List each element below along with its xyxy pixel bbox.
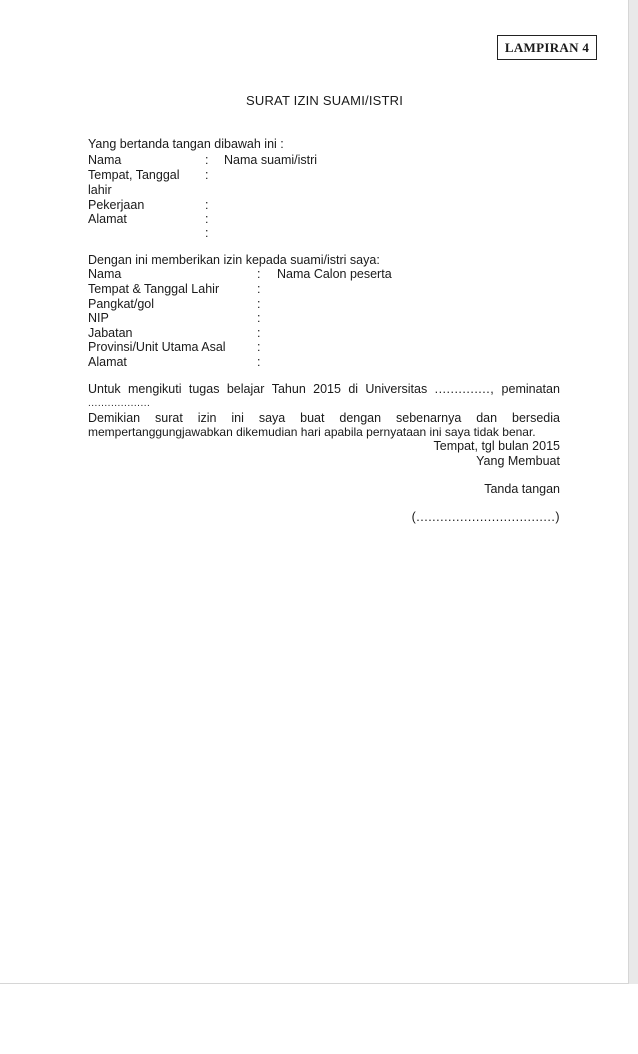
- paragraph-word: izin: [197, 411, 217, 425]
- attachment-label-box: LAMPIRAN 4: [497, 35, 597, 60]
- signature-line: (...................................): [411, 510, 560, 524]
- field-label-pekerjaan: Pekerjaan: [88, 198, 145, 212]
- paragraph-word: Tahun: [271, 382, 306, 396]
- paragraph-word: buat: [300, 411, 325, 425]
- field-colon: :: [205, 168, 209, 182]
- background-area: [0, 984, 638, 1054]
- field-colon: :: [205, 226, 209, 240]
- paragraph-word: sebenarnya: [396, 411, 462, 425]
- paragraph-word: peminatan: [501, 382, 560, 396]
- paragraph-word: Untuk: [88, 382, 121, 396]
- field-colon: :: [257, 355, 261, 369]
- field-label-tempat-tanggal-lahir: Tempat & Tanggal Lahir: [88, 282, 220, 296]
- section1-intro: Yang bertanda tangan dibawah ini :: [88, 137, 284, 151]
- field-colon: :: [205, 153, 209, 167]
- paragraph-word: di: [348, 382, 359, 396]
- field-label-nama: Nama: [88, 153, 122, 167]
- signature-label: Tanda tangan: [484, 482, 560, 496]
- paragraph-word: mengikuti: [128, 382, 182, 396]
- paragraph-word: Demikian: [88, 411, 141, 425]
- field-colon: :: [257, 340, 261, 354]
- field-colon: :: [205, 212, 209, 226]
- field-label-alamat: Alamat: [88, 212, 127, 226]
- field-value-nama: Nama suami/istri: [224, 153, 318, 167]
- paragraph-line-4: mempertanggungjawabkan dikemudian hari apabila pernyataan ini saya tidak benar.: [88, 425, 536, 439]
- maker-label: Yang Membuat: [476, 454, 560, 468]
- place-date: Tempat, tgl bulan 2015: [433, 439, 560, 453]
- field-colon: :: [205, 198, 209, 212]
- document-title: SURAT IZIN SUAMI/ISTRI: [246, 93, 404, 108]
- field-colon: :: [257, 282, 261, 296]
- field-colon: :: [257, 326, 261, 340]
- paragraph-word: saya: [258, 411, 286, 425]
- paragraph-line-3: [88, 411, 560, 425]
- field-label-nama: Nama: [88, 267, 122, 281]
- field-label-provinsi-unit: Provinsi/Unit Utama Asal: [88, 340, 226, 354]
- field-colon: :: [257, 297, 261, 311]
- paragraph-word: belajar: [226, 382, 265, 396]
- paragraph-word: tugas: [188, 382, 220, 396]
- paragraph-line-1: [88, 382, 560, 396]
- field-colon: :: [257, 267, 261, 281]
- paragraph-word: 2015: [313, 382, 341, 396]
- field-label-tempat-tanggal: Tempat, Tanggal: [88, 168, 180, 182]
- paragraph-word: Universitas: [365, 382, 428, 396]
- paragraph-word: dengan: [339, 411, 382, 425]
- paragraph-word: dan: [476, 411, 498, 425]
- field-label-alamat: Alamat: [88, 355, 127, 369]
- field-value-nama-calon: Nama Calon peserta: [277, 267, 392, 281]
- field-label-pangkat-gol: Pangkat/gol: [88, 297, 155, 311]
- section2-intro: Dengan ini memberikan izin kepada suami/istri saya:: [88, 253, 380, 267]
- paragraph-word: bersedia: [512, 411, 560, 425]
- field-label-lahir: lahir: [88, 183, 112, 197]
- paragraph-word: ini: [231, 411, 244, 425]
- field-label-jabatan: Jabatan: [88, 326, 133, 340]
- field-label-nip: NIP: [88, 311, 109, 325]
- field-colon: :: [257, 311, 261, 325]
- paragraph-word: ..............,: [434, 382, 495, 396]
- paragraph-line-2: ...................: [88, 398, 151, 409]
- paragraph-word: surat: [155, 411, 183, 425]
